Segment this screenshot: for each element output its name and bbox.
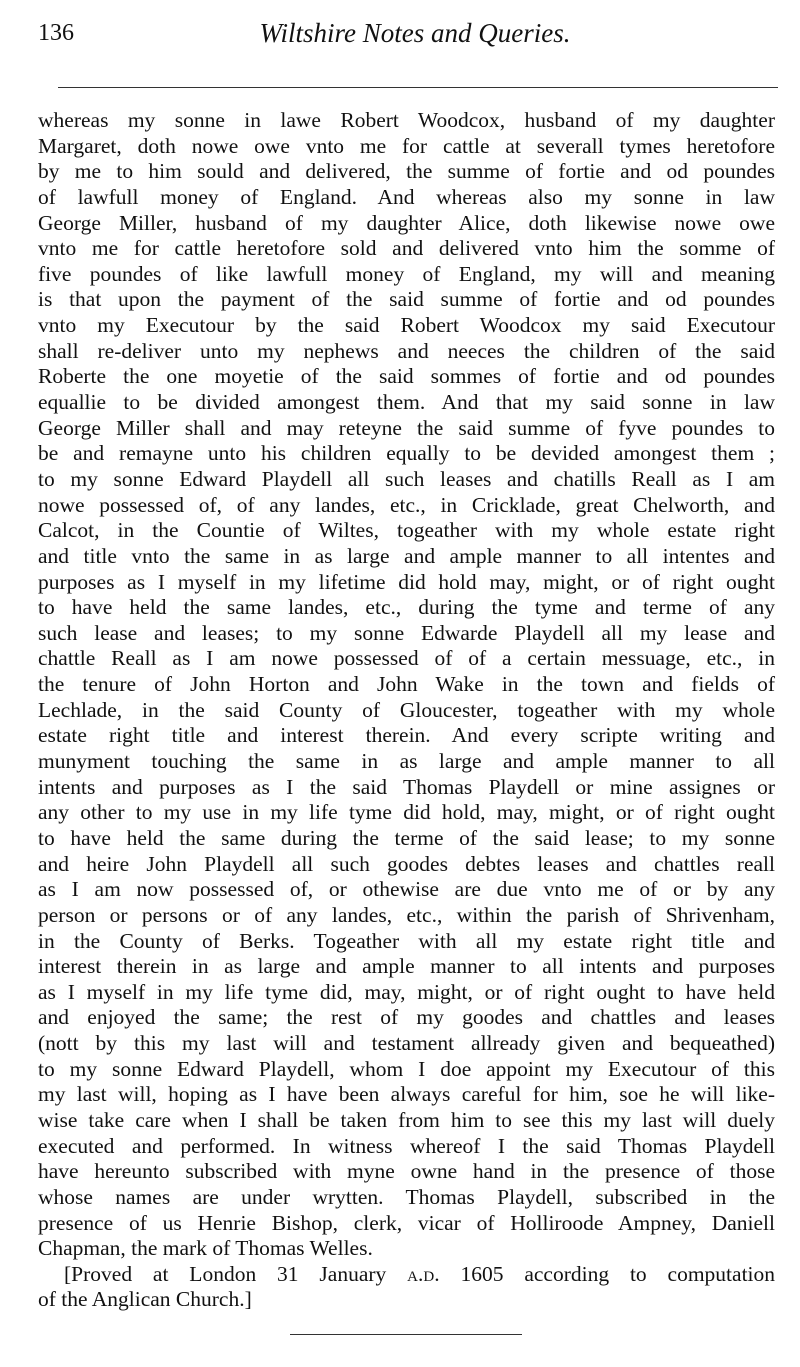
text-line: by me to him sould and delivered, the summe of fortie and od poundes [38,159,775,184]
text-line: to my sonne Edward Playdell, whom I doe appoint my Executour of this [38,1056,775,1081]
text-line: chattle Reall as I am nowe possessed of of a certain messuage, etc., in [38,646,775,671]
text-line: person or persons or of any landes, etc., within the parish of Shrivenham, [38,902,775,927]
footer-rule [290,1334,522,1335]
text-line: vnto my Executour by the said Robert Woodcox my said Executour [38,313,775,338]
text-line: estate right title and interest therein. And every scripte writing and [38,723,775,748]
text-line: executed and performed. In witness whereof I the said Thomas Playdell [38,1133,775,1158]
text-line: Chapman, the mark of Thomas Welles. [38,1236,373,1261]
header-rule [58,87,778,88]
note-text: 1605 according to computation [460,1261,776,1286]
text-line: nowe possessed of, of any landes, etc., in Cricklade, great Chelworth, and [38,492,775,517]
text-line: interest therein in as large and ample manner to all intents and purposes [38,954,775,979]
text-line: be and remayne unto his children equally to be devided amongest them ; [38,441,775,466]
text-line: Calcot, in the Countie of Wiltes, togeather with my whole estate right [38,518,775,543]
text-line: intents and purposes as I the said Thomas Playdell or mine assignes or [38,774,775,799]
text-line: five poundes of like lawfull money of England, my will and meaning [38,261,775,286]
text-line: any other to my use in my life tyme did hold, may, might, or of right ought [38,800,775,825]
text-line: shall re-deliver unto my nephews and neeces the children of the said [38,338,775,363]
probate-note-line: of the Anglican Church.] [38,1287,252,1312]
running-title: Wiltshire Notes and Queries. [259,18,571,48]
text-line: to have held the same landes, etc., during the tyme and terme of any [38,595,775,620]
body-text [38,108,775,1313]
text-line: to my sonne Edward Playdell all such leases and chatills Reall as I am [38,466,775,491]
text-line: presence of us Henrie Bishop, clerk, vicar of Holliroode Ampney, Daniell [38,1210,775,1235]
probate-note-line [38,1262,775,1288]
text-line: my last will, hoping as I have been always careful for him, soe he will like- [38,1082,775,1107]
text-line: munyment touching the same in as large and ample manner to all [38,749,775,774]
text-line: George Miller shall and may reteyne the said summe of fyve poundes to [38,415,775,440]
text-line: such lease and leases; to my sonne Edwarde Playdell all my lease and [38,620,775,645]
text-line: and title vnto the same in as large and ample manner to all intentes and [38,543,775,568]
text-line: as I am now possessed of, or othewise are due vnto me of or by any [38,877,775,902]
text-line: Lechlade, in the said County of Gloucester, togeather with my whole [38,697,775,722]
text-line: whose names are under wrytten. Thomas Playdell, subscribed in the [38,1184,775,1209]
text-line: of lawfull money of England. And whereas also my sonne in law [38,184,775,209]
note-ad: a.d. [407,1261,440,1286]
text-line: vnto me for cattle heretofore sold and delivered vnto him the somme of [38,236,775,261]
page-number: 136 [38,20,74,46]
text-line: the tenure of John Horton and John Wake in the town and fields of [38,672,775,697]
text-line: and enjoyed the same; the rest of my goodes and chattles and leases [38,1005,775,1030]
text-line: equallie to be divided amongest them. And that my said sonne in law [38,390,775,415]
text-line: Margaret, doth nowe owe vnto me for cattle at severall tymes heretofore [38,133,775,158]
text-line: whereas my sonne in lawe Robert Woodcox, husband of my daughter [38,108,775,132]
text-line: (nott by this my last will and testament allready given and bequeathed) [38,1031,775,1056]
text-line: as I myself in my life tyme did, may, might, or of right ought to have held [38,979,775,1004]
text-line: is that upon the payment of the said summe of fortie and od poundes [38,287,775,312]
text-line: and heire John Playdell all such goodes debtes leases and chattles reall [38,851,775,876]
text-line: wise take care when I shall be taken from him to see this my last will duely [38,1107,775,1132]
text-line: Roberte the one moyetie of the said sommes of fortie and od poundes [38,364,775,389]
text-line: purposes as I myself in my lifetime did hold may, might, or of right ought [38,569,775,594]
note-text: [Proved at London 31 January [64,1261,387,1286]
text-line: have hereunto subscribed with myne owne hand in the presence of those [38,1159,775,1184]
text-line: George Miller, husband of my daughter Alice, doth likewise nowe owe [38,210,775,235]
text-line: to have held the same during the terme of the said lease; to my sonne [38,825,775,850]
text-line: in the County of Berks. Togeather with all my estate right title and [38,928,775,953]
